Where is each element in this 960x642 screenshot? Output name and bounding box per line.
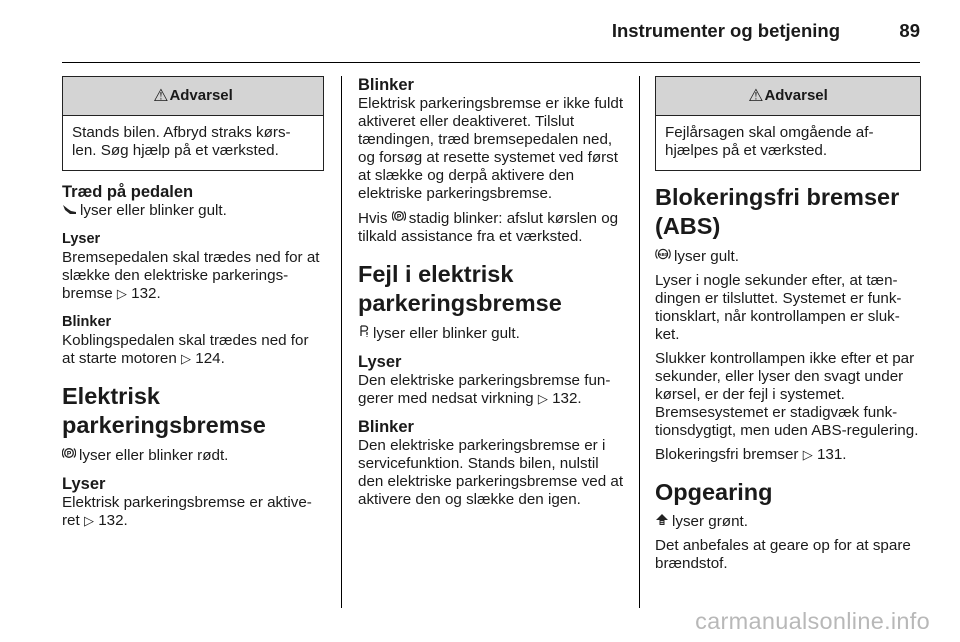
warning-header [656,77,920,116]
upshift-text: lyser grønt. [672,513,748,530]
page-ref-icon: ▷ [83,513,94,528]
fault-blinker-text: Den elektriske parkeringsbremse er i servicefunktion. Stands bilen, nulstil den elektriske parkeringsbremse ved at aktivere den og slække den igen. [358,437,624,508]
upshift-paragraph: Det anbefales at geare op for at spare brændstof. [655,537,911,572]
blinker-text: Elektrisk parkeringsbremse er ikke fuldt aktiveret eller deaktiveret. Tilslut tændingen, træd bremsepedalen ned, og forsøg at resette systemet ved først at slække og derpå aktivere den elektriske parkeringsbremse. [358,95,624,202]
page-ref-icon: ▷ [802,447,813,462]
page-ref: 132. [131,285,161,302]
hvis-text: stadig blinker: afslut kørslen og tilkald assistance fra et værksted. [358,210,619,245]
column-divider-2 [639,76,640,608]
subheading-lyser: Lyser [358,353,402,371]
warning-icon: ⚠ [153,86,169,105]
warning-box [62,76,324,171]
subheading-lyser: Lyser [62,231,101,247]
warning-box [655,76,921,171]
foot-pedal-icon [62,202,77,220]
page-ref: 131. [816,446,847,463]
section-heading-epb: Elektrisk parkeringsbremse [62,383,266,438]
subheading-blinker: Blinker [62,314,112,330]
warning-header [63,77,323,116]
section-heading-upshift: Opgearing [655,479,773,505]
warning-text: Fejlårsagen skal omgående af-hjælpes på et værksted. [665,124,874,159]
abs-text: lyser gult. [674,248,739,265]
fault-lyser-text: Den elektriske parkeringsbremse fun-gerer med nedsat virkning [358,372,611,407]
press-pedal-text: lyser eller blinker gult. [80,202,227,219]
svg-text:P: P [396,213,401,221]
parking-brake-icon [62,446,76,465]
page-ref: 124. [195,350,225,367]
svg-text:P: P [66,450,72,458]
press-pedal-blinker-text: Koblingspedalen skal trædes ned for at starte motoren [62,332,309,367]
parking-brake-icon [392,209,406,228]
press-pedal-lyser-text: Bremsepedalen skal trædes ned for at slække den elektriske parkerings-bremse [62,249,320,302]
section-heading-fault: Fejl i elektrisk parkeringsbremse [358,261,562,316]
abs-paragraph-2: Slukker kontrollampen ikke efter et par sekunder, eller lyser den svagt under kørsel, er der fejl i systemet. Bremsesystemet er stadigvæk funk-tionsdygtigt, men uden ABS-regulering. [655,350,919,439]
abs-icon [655,247,671,266]
page-ref-icon: ▷ [181,351,192,366]
page-number: 89 [899,20,920,41]
svg-text:ABS: ABS [658,252,668,257]
brake-fault-icon [358,324,370,343]
subheading-blinker: Blinker [358,418,414,436]
epb-text: lyser eller blinker rødt. [79,447,229,464]
upshift-icon [655,513,669,531]
page-ref: 132. [552,390,582,407]
column-divider-1 [341,76,342,608]
watermark: carmanualsonline.info [695,608,930,634]
epb-lyser-text: Elektrisk parkeringsbremse er aktive-ret [62,494,312,529]
abs-paragraph-1: Lyser i nogle sekunder efter, at tæn-dingen er tilsluttet. Systemet er funk-tionsklart, når kontrollampen er sluk-ket. [655,272,902,343]
header-rule [62,62,920,63]
warning-icon: ⚠ [748,86,764,105]
page-ref-icon: ▷ [537,391,548,406]
subheading-blinker: Blinker [358,76,414,94]
column-3 [655,76,921,583]
warning-title: Advarsel [764,87,828,104]
header-title: Instrumenter og betjening [611,20,840,41]
section-heading-press-pedal: Træd på pedalen [62,183,194,201]
page-ref-icon: ▷ [116,286,127,301]
warning-text: Stands bilen. Afbryd straks kørs-len. Søg hjælp på et værksted. [72,124,291,159]
warning-title: Advarsel [169,87,233,104]
section-heading-abs: Blokeringsfri bremser (ABS) [655,184,900,239]
page-ref: 132. [98,512,128,529]
column-2 [358,76,624,519]
column-1 [62,76,324,540]
fault-text: lyser eller blinker gult. [373,325,520,342]
subheading-lyser: Lyser [62,475,106,493]
hvis-prefix: Hvis [358,210,388,227]
abs-paragraph-3: Blokeringsfri bremser [655,446,799,463]
